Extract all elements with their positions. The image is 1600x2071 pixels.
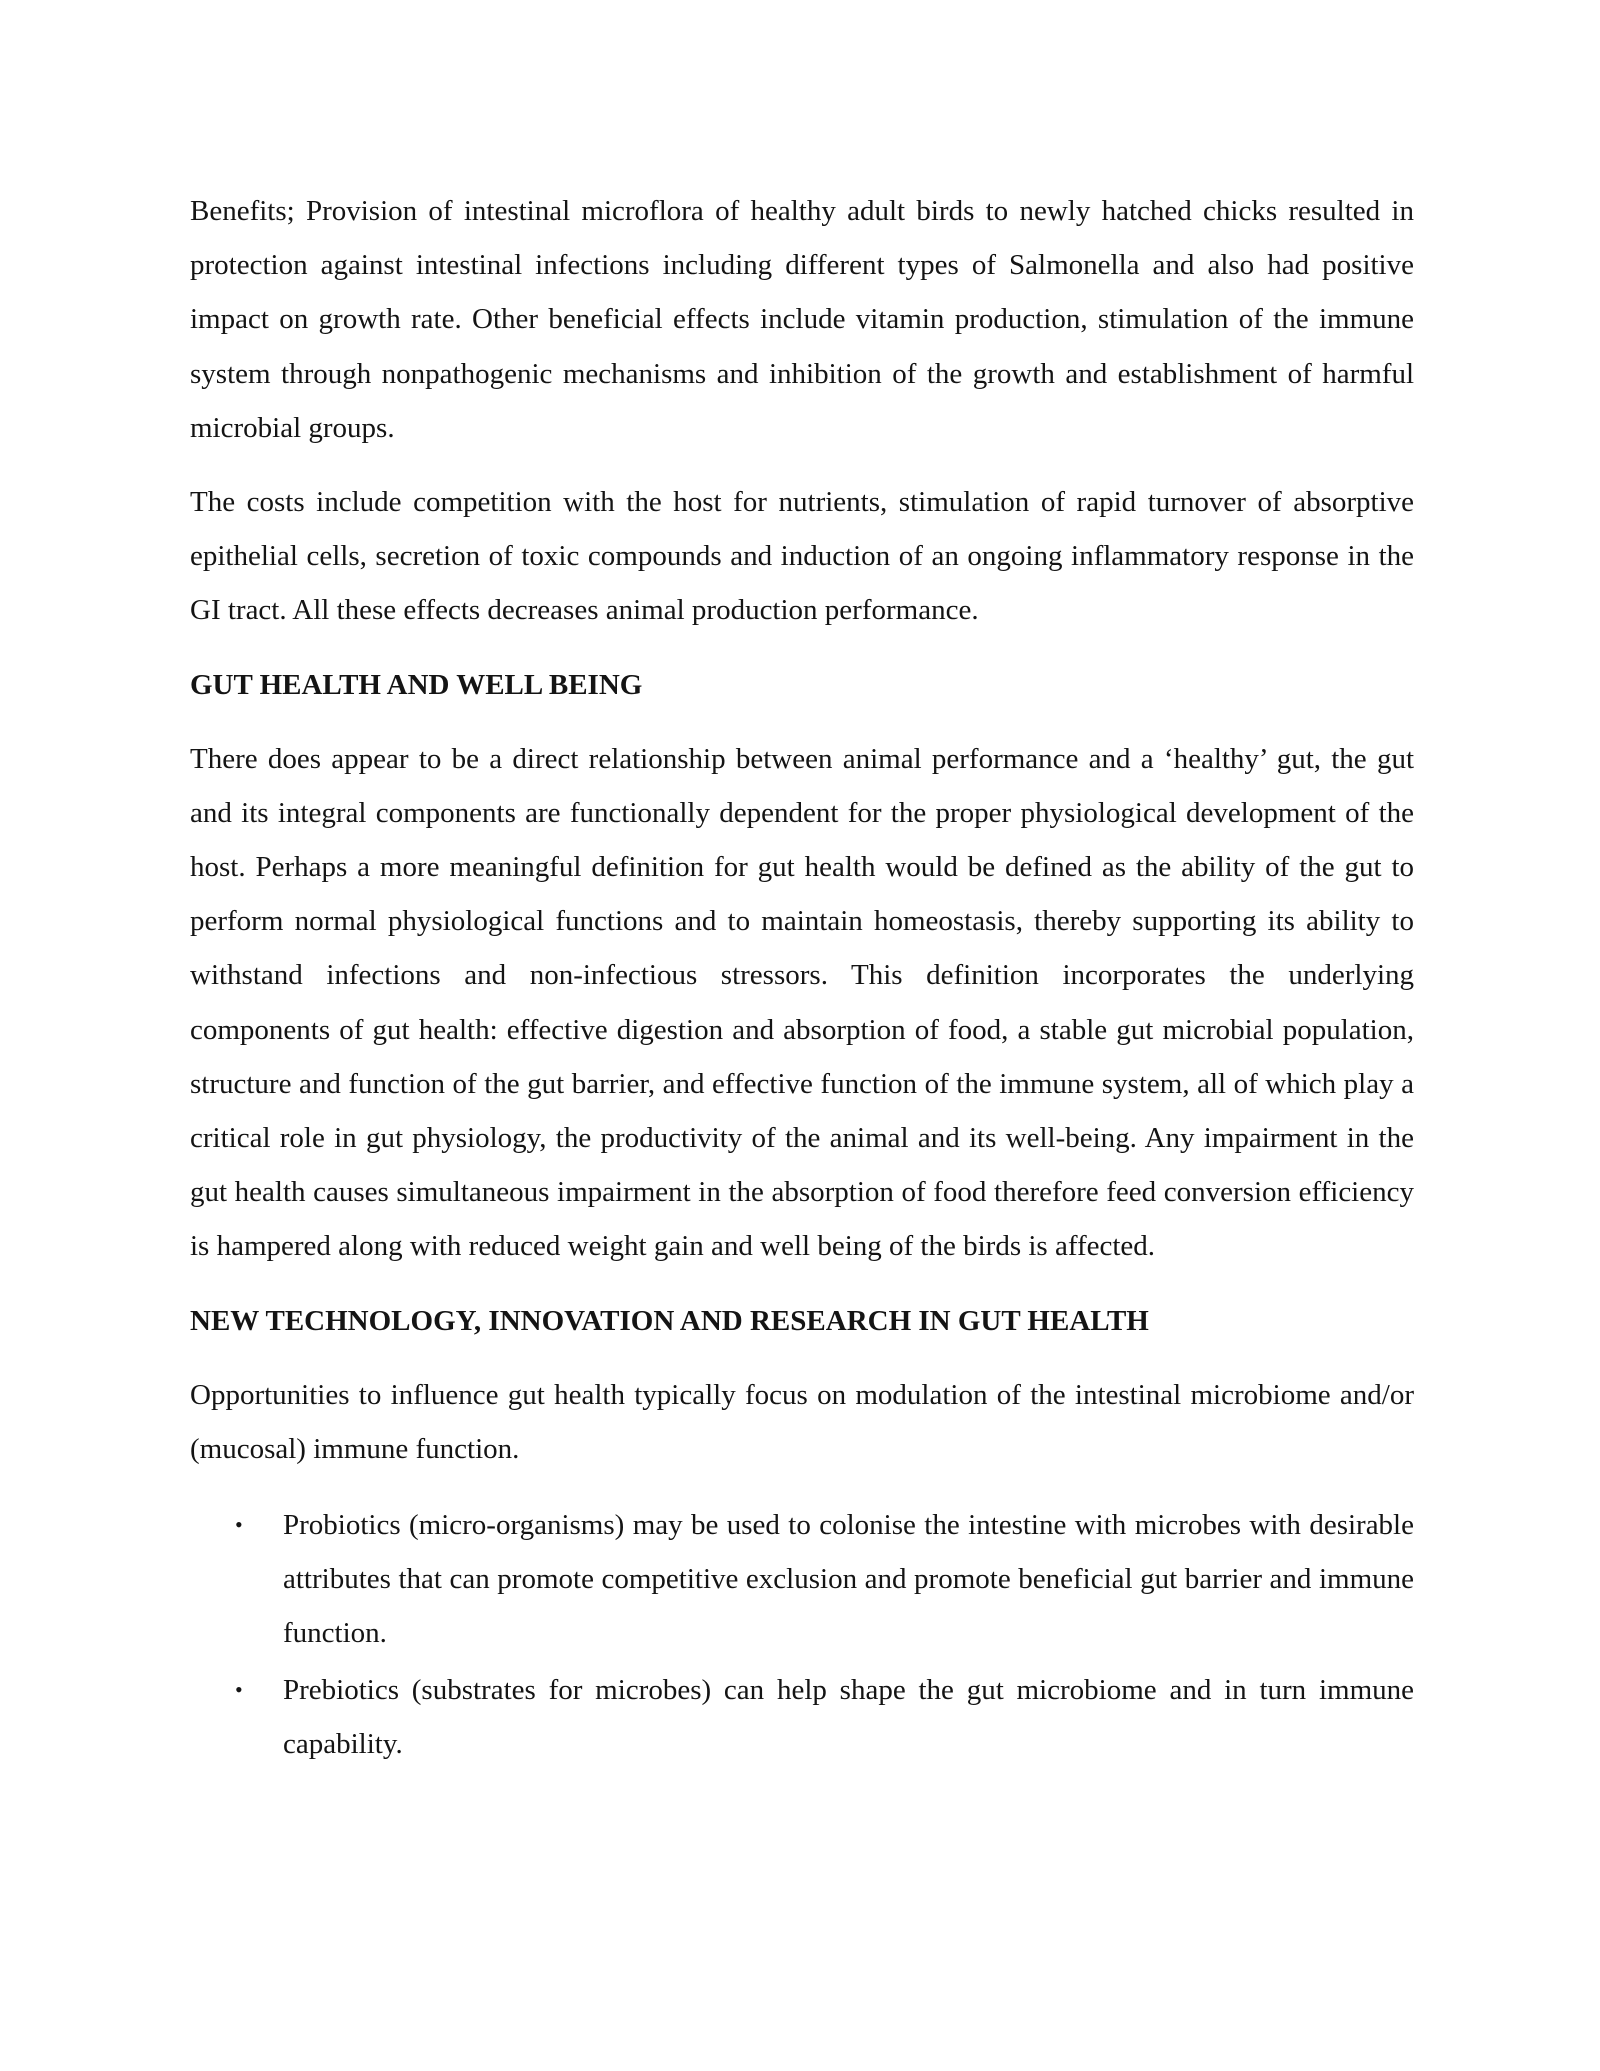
bullet-list (190, 1498, 1414, 1771)
opportunities-paragraph: Opportunities to influence gut health typically focus on modulation of the intestinal microbiome and/or (mucosal) immune function. (190, 1378, 1414, 1465)
list-item (190, 1498, 1414, 1661)
bullet-text-prebiotics: Prebiotics (substrates for microbes) can help shape the gut microbiome and in turn immune capability. (283, 1673, 1414, 1760)
section-heading-gut-health: GUT HEALTH AND WELL BEING (190, 668, 643, 701)
list-item (190, 1663, 1414, 1771)
section-heading-new-technology: NEW TECHNOLOGY, INNOVATION AND RESEARCH IN GUT HEALTH (190, 1304, 1149, 1337)
costs-paragraph: The costs include competition with the host for nutrients, stimulation of rapid turnover of absorptive epithelial cells, secretion of toxic compounds and induction of an ongoing inflammatory response in the GI tract. All these effects decreases animal production performance. (190, 486, 1414, 627)
document-page (190, 184, 1414, 1773)
bullet-text-probiotics: Probiotics (micro-organisms) may be used to colonise the intestine with microbes with desirable attributes that can promote competitive exclusion and promote beneficial gut barrier and immune function. (283, 1509, 1414, 1650)
bullet-icon: • (235, 1676, 243, 1702)
gut-health-paragraph: There does appear to be a direct relationship between animal performance and a ‘healthy’ gut, the gut and its integral components are functionally dependent for the proper physiological development of the host. Perhaps a more meaningful definition for gut health would be defined as the ability of the gut to perform normal physiological functions and to maintain homeostasis, thereby supporting its ability to withstand infections and non-infectious stressors. This definition incorporates the underlying components of gut health: effective digestion and absorption of food, a stable gut microbial population, structure and function of the gut barrier, and effective function of the immune system, all of which play a critical role in gut physiology, the productivity of the animal and its well-being. Any impairment in the gut health causes simultaneous impairment in the absorption of food therefore feed conversion efficiency is hampered along with reduced weight gain and well being of the birds is affected. (190, 742, 1414, 1263)
benefits-paragraph: Benefits; Provision of intestinal microflora of healthy adult birds to newly hatched chicks resulted in protection against intestinal infections including different types of Salmonella and also had positive impact on growth rate. Other beneficial effects include vitamin production, stimulation of the immune system through nonpathogenic mechanisms and inhibition of the growth and establishment of harmful microbial groups. (190, 195, 1414, 444)
bullet-icon: • (235, 1512, 243, 1538)
